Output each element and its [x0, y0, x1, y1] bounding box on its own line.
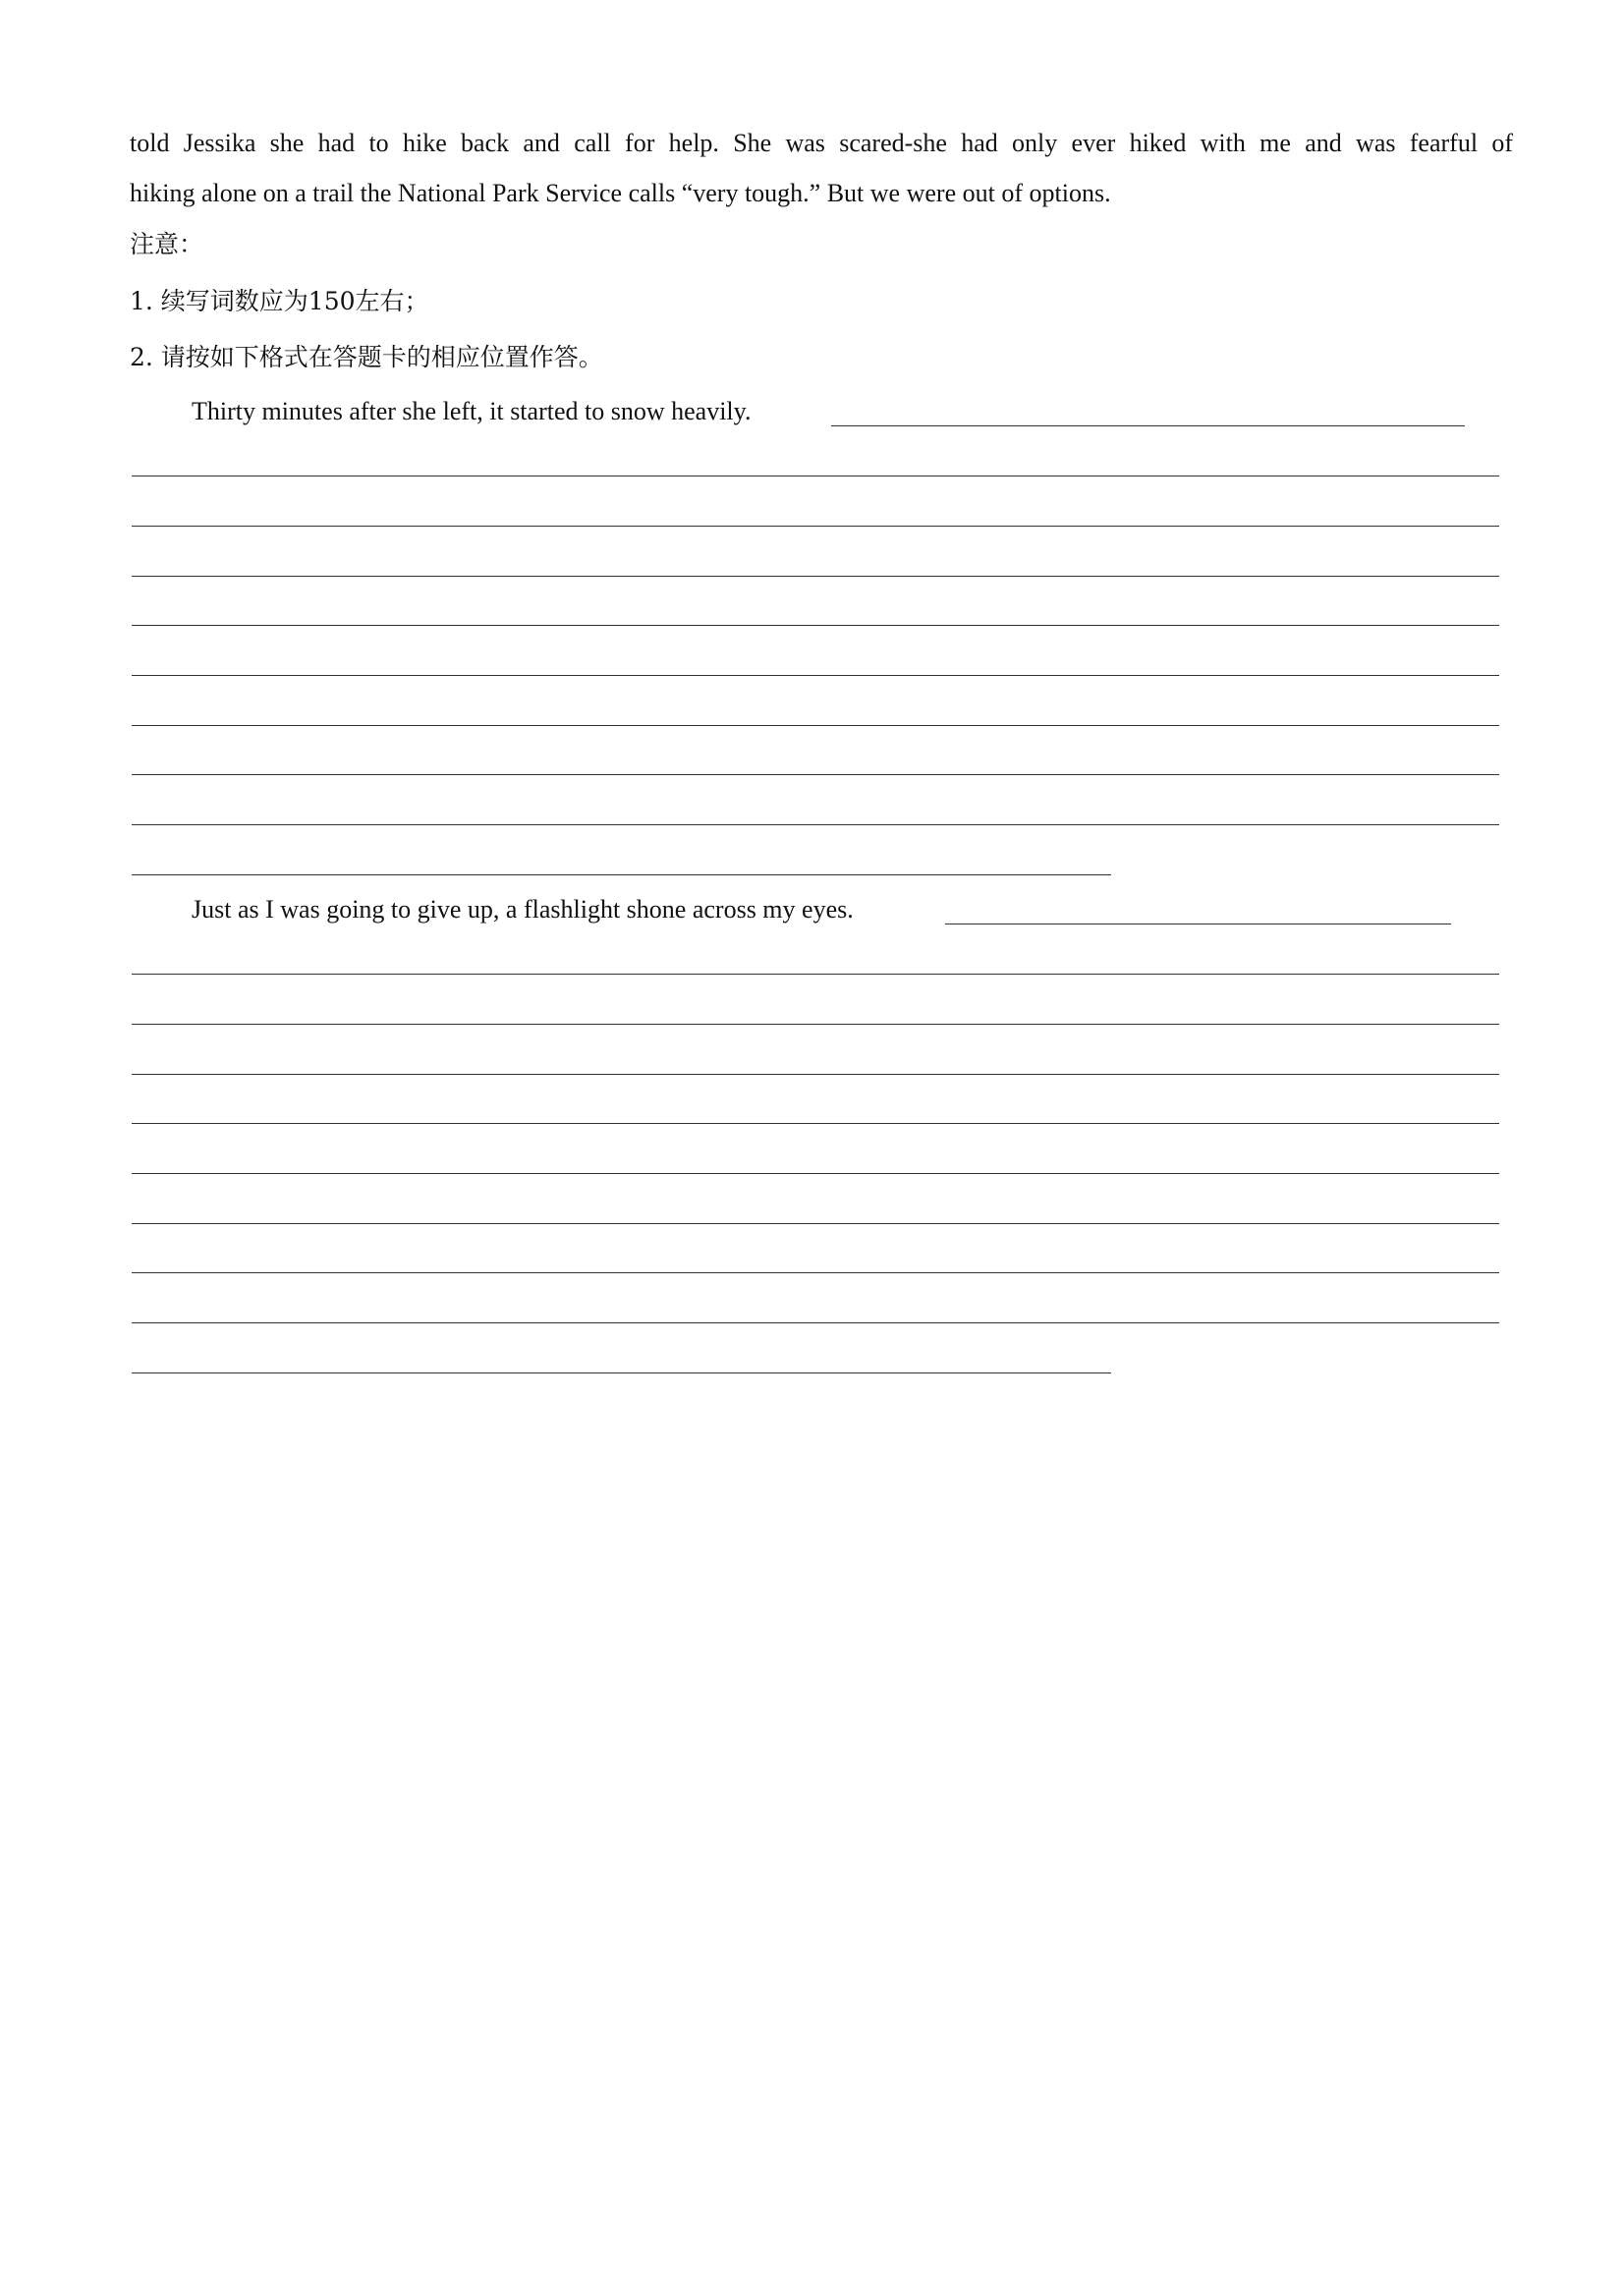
answer-line[interactable]	[132, 675, 1499, 676]
passage-line-2: hiking alone on a trail the National Park Service calls “very tough.” But we were out of options.	[130, 179, 1111, 207]
answer-line-last[interactable]	[132, 874, 1111, 875]
passage-line-1: told Jessika she had to hike back and call for help. She was scared-she had only ever hiked with me and was fearful of	[130, 129, 1513, 157]
note-item-1: 1. 续写词数应为150左右；	[130, 287, 429, 315]
answer-line[interactable]	[132, 1223, 1499, 1224]
answer-line-last[interactable]	[132, 1372, 1111, 1373]
answer-line[interactable]	[132, 974, 1499, 975]
note-item-2: 2. 请按如下格式在答题卡的相应位置作答。	[130, 343, 603, 371]
answer-line[interactable]	[132, 824, 1499, 825]
paragraph-1-inline-answer-line[interactable]	[831, 425, 1465, 426]
paragraph-1-opening: Thirty minutes after she left, it started to snow heavily.	[192, 397, 752, 425]
notes-heading: 注意：	[130, 230, 204, 258]
answer-line[interactable]	[132, 1322, 1499, 1323]
answer-line[interactable]	[132, 625, 1499, 626]
paragraph-2-opening: Just as I was going to give up, a flashlight shone across my eyes.	[192, 895, 854, 924]
answer-line[interactable]	[132, 1123, 1499, 1124]
answer-line[interactable]	[132, 1024, 1499, 1025]
answer-line[interactable]	[132, 1272, 1499, 1273]
answer-line[interactable]	[132, 1074, 1499, 1075]
answer-line[interactable]	[132, 1173, 1499, 1174]
answer-line[interactable]	[132, 774, 1499, 775]
answer-line[interactable]	[132, 526, 1499, 527]
answer-line[interactable]	[132, 576, 1499, 577]
answer-line[interactable]	[132, 725, 1499, 726]
